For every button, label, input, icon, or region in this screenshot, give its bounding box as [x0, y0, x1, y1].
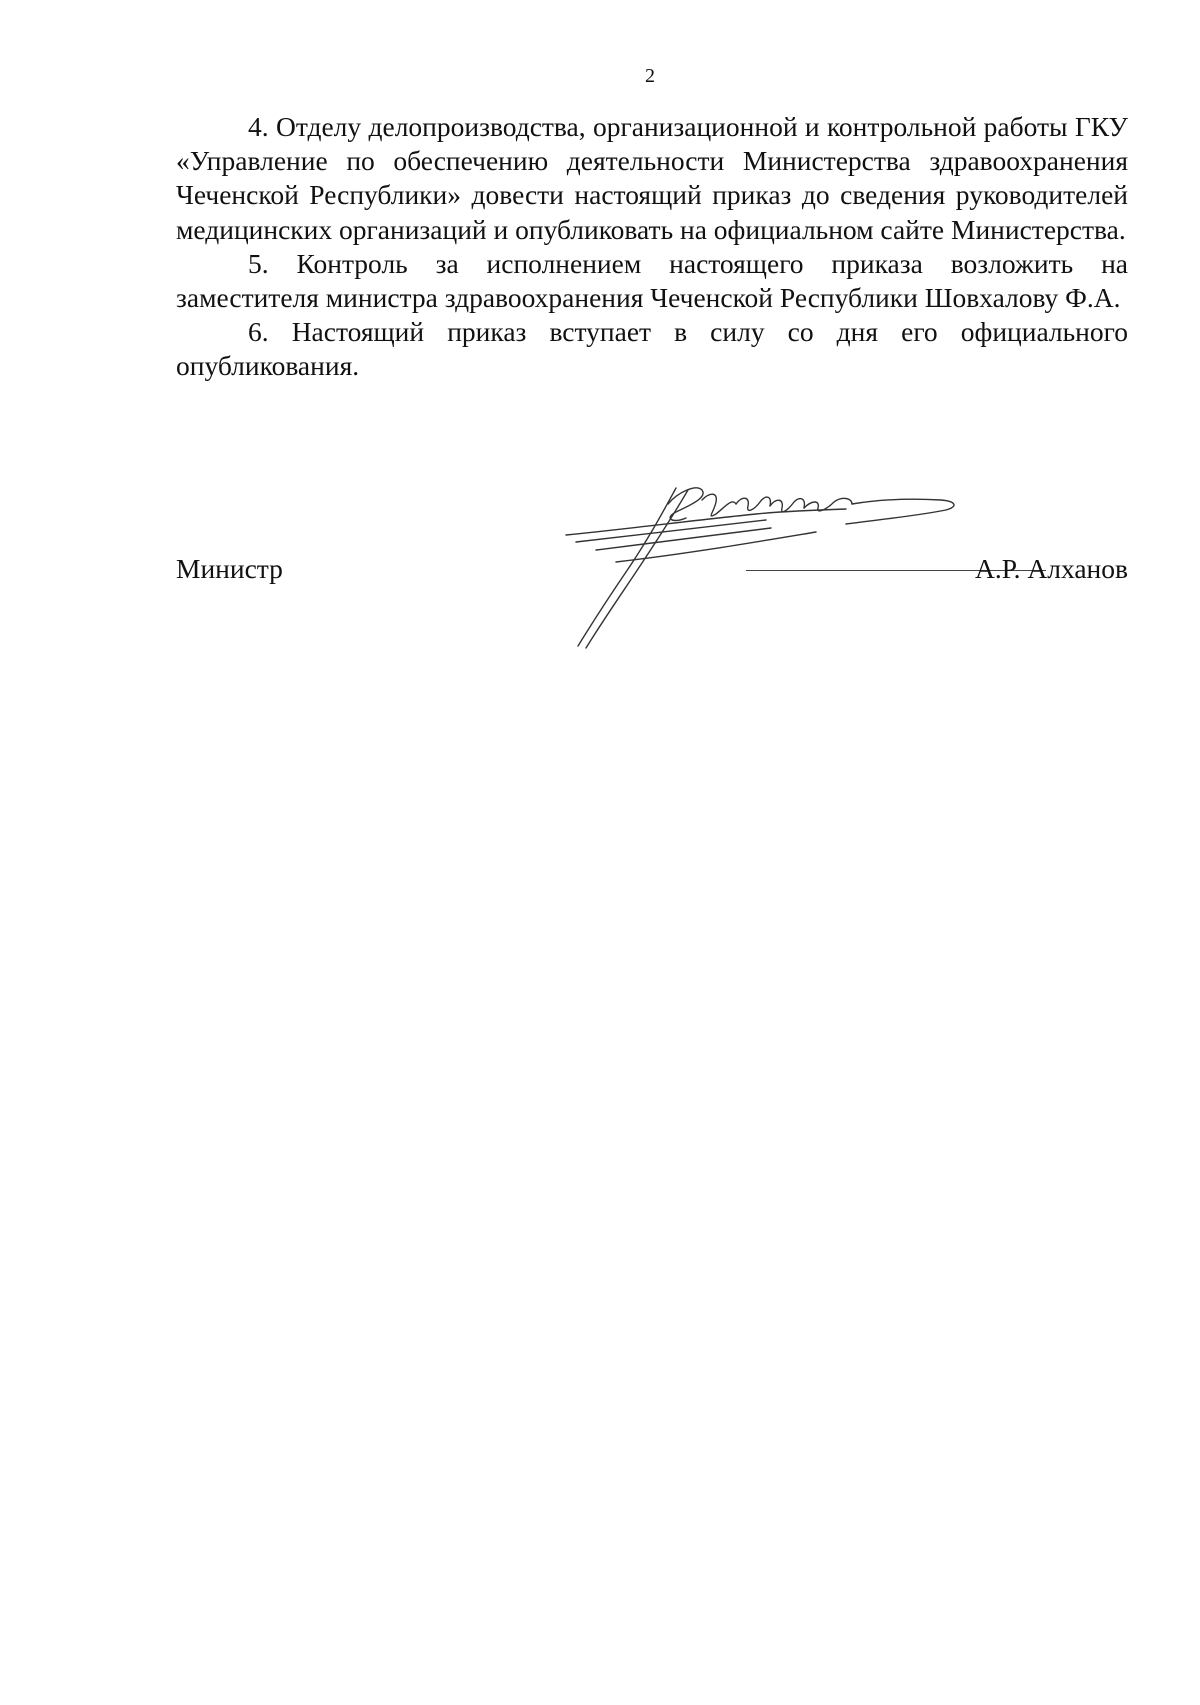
paragraph-4: 4. Отделу делопроизводства, организационной и контрольной работы ГКУ «Управление по обеспечению деятельности Министерства здравоохранения Чеченской Республики» довести настоящий приказ до сведения руководителей медицинских организаций и опубликовать на официальном сайте Министерства. [176, 111, 1128, 245]
paragraph-5: 5. Контроль за исполнением настоящего приказа возложить на заместителя министра здравоохранения Чеченской Республики Шовхалову Ф.А. [176, 247, 1128, 314]
signer-name: А.Р. Алханов [975, 553, 1128, 584]
handwritten-signature [556, 480, 976, 655]
paragraph-6: 6. Настоящий приказ вступает в силу со дня его официального опубликования. [176, 316, 1128, 382]
signer-position: Министр [176, 553, 283, 584]
page-number: 2 [645, 65, 655, 87]
signature-block [176, 540, 1128, 660]
document-body [176, 110, 1128, 384]
